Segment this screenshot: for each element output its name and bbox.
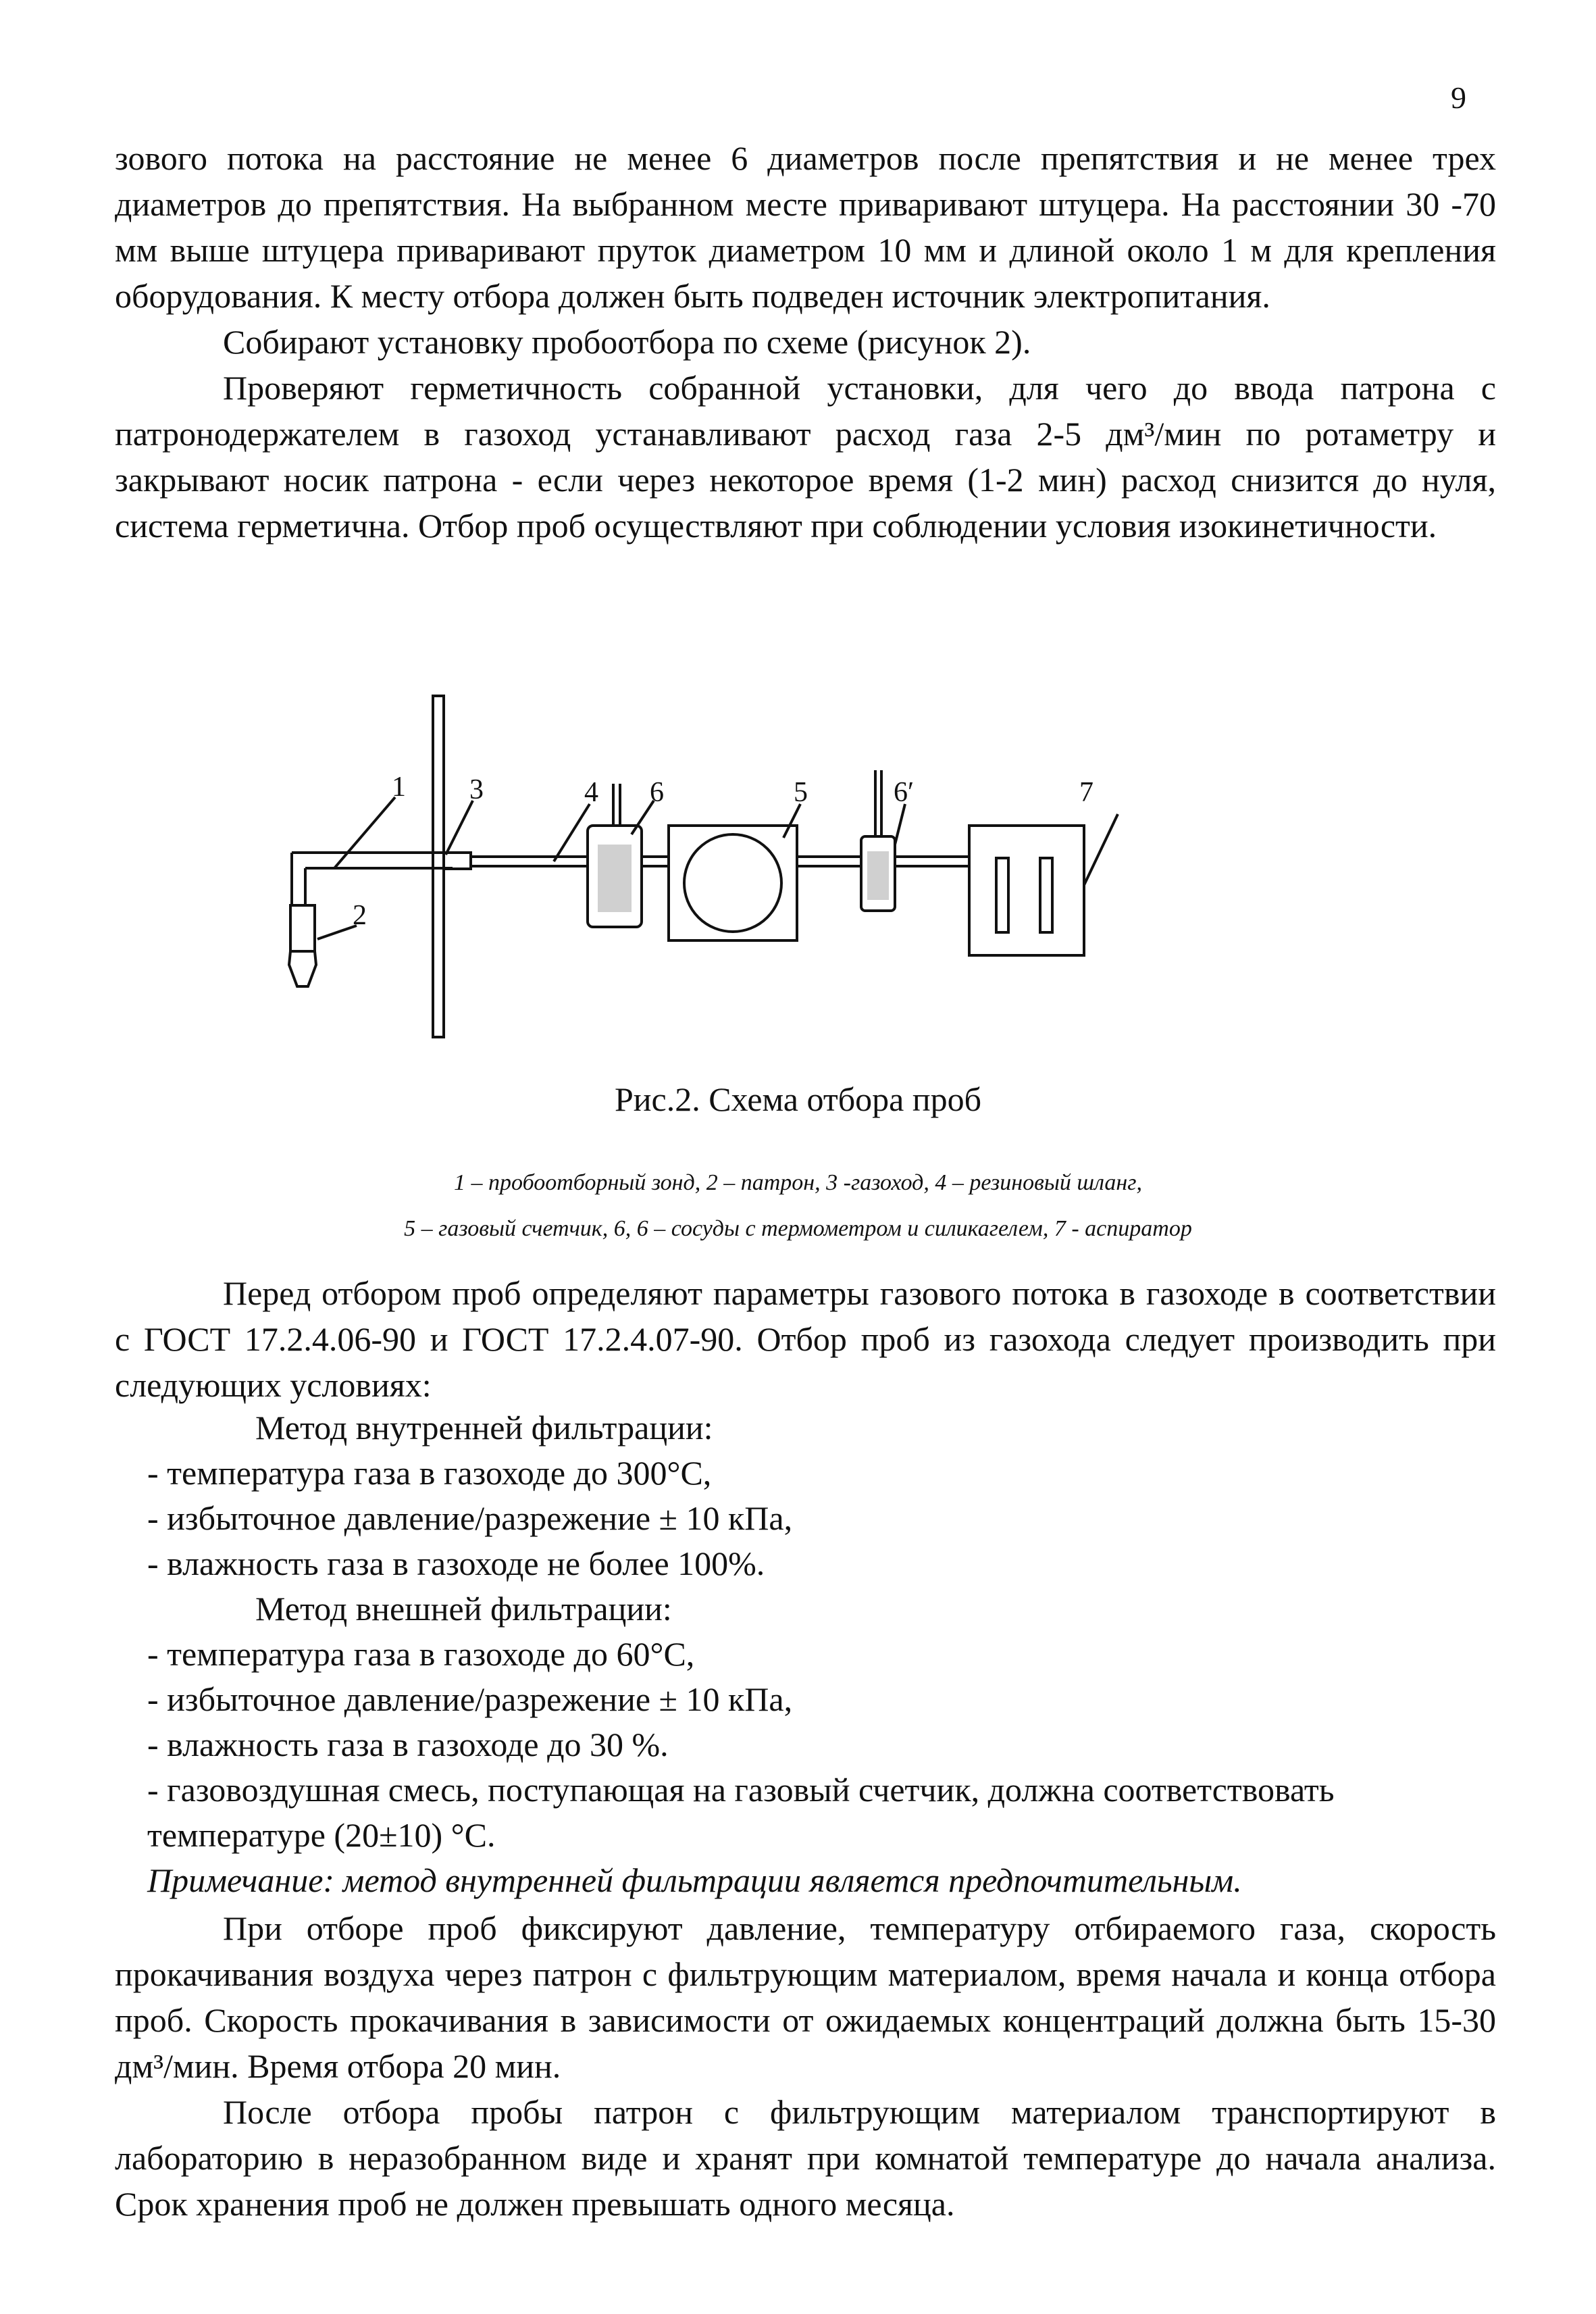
aspirator-slot-left xyxy=(996,858,1008,932)
label-4: 4 xyxy=(584,777,598,808)
duct-connector xyxy=(444,853,471,869)
page-number: 9 xyxy=(1451,80,1466,115)
paragraph: Собирают установку пробоотбора по схеме (рисунок 2). xyxy=(223,323,1031,361)
leader-2 xyxy=(317,926,357,939)
method-internal-title: Метод внутренней фильтрации: xyxy=(255,1409,713,1447)
paragraph: Перед отбором проб определяют параметры газового потока в газоходе в соответствии с ГОСТ 17.2.4.06-90 и ГОСТ 17.2.4.07-90. Отбор проб из газохода следует производить при следующих условиях: xyxy=(115,1274,1496,1404)
paragraph: зового потока на расстояние не менее 6 диаметров после препятствия и не менее трех диаметров до препятствия. На выбранном месте приваривают штуцера. На расстоянии 30 -70 мм выше штуцера приваривают пруток диаметром 10 мм и длиной около 1 м для крепления оборудования. К месту отбора должен быть подведен источник электропитания. xyxy=(115,139,1496,315)
aspirator-slot-right xyxy=(1040,858,1052,932)
list-item: - газовоздушная смесь, поступающая на газовый счетчик, должна соответствовать температуре (20±10) °С. xyxy=(147,1771,1335,1854)
cartridge-tip xyxy=(289,951,316,986)
gas-meter-dial xyxy=(684,834,781,932)
aspirator xyxy=(969,826,1084,955)
list-item: - температура газа в газоходе до 60°С, xyxy=(147,1635,695,1673)
figure-legend-line-1: 1 – пробоотборный зонд, 2 – патрон, 3 -газоход, 4 – резиновый шланг, xyxy=(454,1170,1142,1195)
method-internal xyxy=(147,1405,1491,1903)
label-1: 1 xyxy=(392,772,406,803)
gas-meter xyxy=(669,826,797,940)
leader-3 xyxy=(446,801,473,855)
note: Примечание: метод внутренней фильтрации является предпочтительным. xyxy=(147,1861,1242,1899)
list-item: - температура газа в газоходе до 300°С, xyxy=(147,1454,712,1492)
cartridge xyxy=(290,905,315,951)
label-6-prime: 6′ xyxy=(894,777,915,808)
list-item: - избыточное давление/разрежение ± 10 кПа, xyxy=(147,1680,793,1718)
paragraph: При отборе проб фиксируют давление, температуру отбираемого газа, скорость прокачивания воздуха через патрон с фильтрующим материалом, время начала и конца отбора проб. Скорость прокачивания в зависимости от ожидаемых концентраций должна быть 15-30 дм³/мин. Время отбора 20 мин. xyxy=(115,1909,1496,2085)
label-5: 5 xyxy=(794,777,808,808)
gas-duct-rod xyxy=(433,696,444,1037)
closing-text xyxy=(115,1905,1496,2227)
label-3: 3 xyxy=(469,774,484,805)
paragraph: После отбора пробы патрон с фильтрующим материалом транспортируют в лабораторию в неразобранном виде и хранят при комнатой температуре до начала анализа. Срок хранения проб не должен превышать одного месяца. xyxy=(115,2093,1496,2223)
label-6: 6 xyxy=(650,777,664,808)
list-item: - влажность газа в газоходе не более 100%. xyxy=(147,1544,765,1582)
method-external-title: Метод внешней фильтрации: xyxy=(255,1590,672,1628)
list-item: - влажность газа в газоходе до 30 %. xyxy=(147,1726,669,1763)
figure-legend-line-2: 5 – газовый счетчик, 6, 6 – сосуды с термометром и силикагелем, 7 - аспиратор xyxy=(404,1216,1192,1241)
figure-caption: Рис.2. Схема отбора проб xyxy=(614,1080,982,1118)
paragraph: Проверяют герметичность собранной установки, для чего до ввода патрона с патронодержателем в газоход устанавливают расход газа 2-5 дм³/мин по ротаметру и закрывают носик патрона - если через некоторое время (1-2 мин) расход снизится до нуля, система герметична. Отбор проб осуществляют при соблюдении условия изокинетичности. xyxy=(115,369,1496,545)
list-item: - избыточное давление/разрежение ± 10 кПа, xyxy=(147,1499,793,1537)
leader-1 xyxy=(334,797,395,868)
leader-6-prime xyxy=(895,804,905,845)
label-7: 7 xyxy=(1079,777,1093,808)
conditions-text xyxy=(115,1270,1496,1408)
leader-7 xyxy=(1084,814,1118,885)
leader-4 xyxy=(554,804,590,861)
label-2: 2 xyxy=(353,900,367,931)
